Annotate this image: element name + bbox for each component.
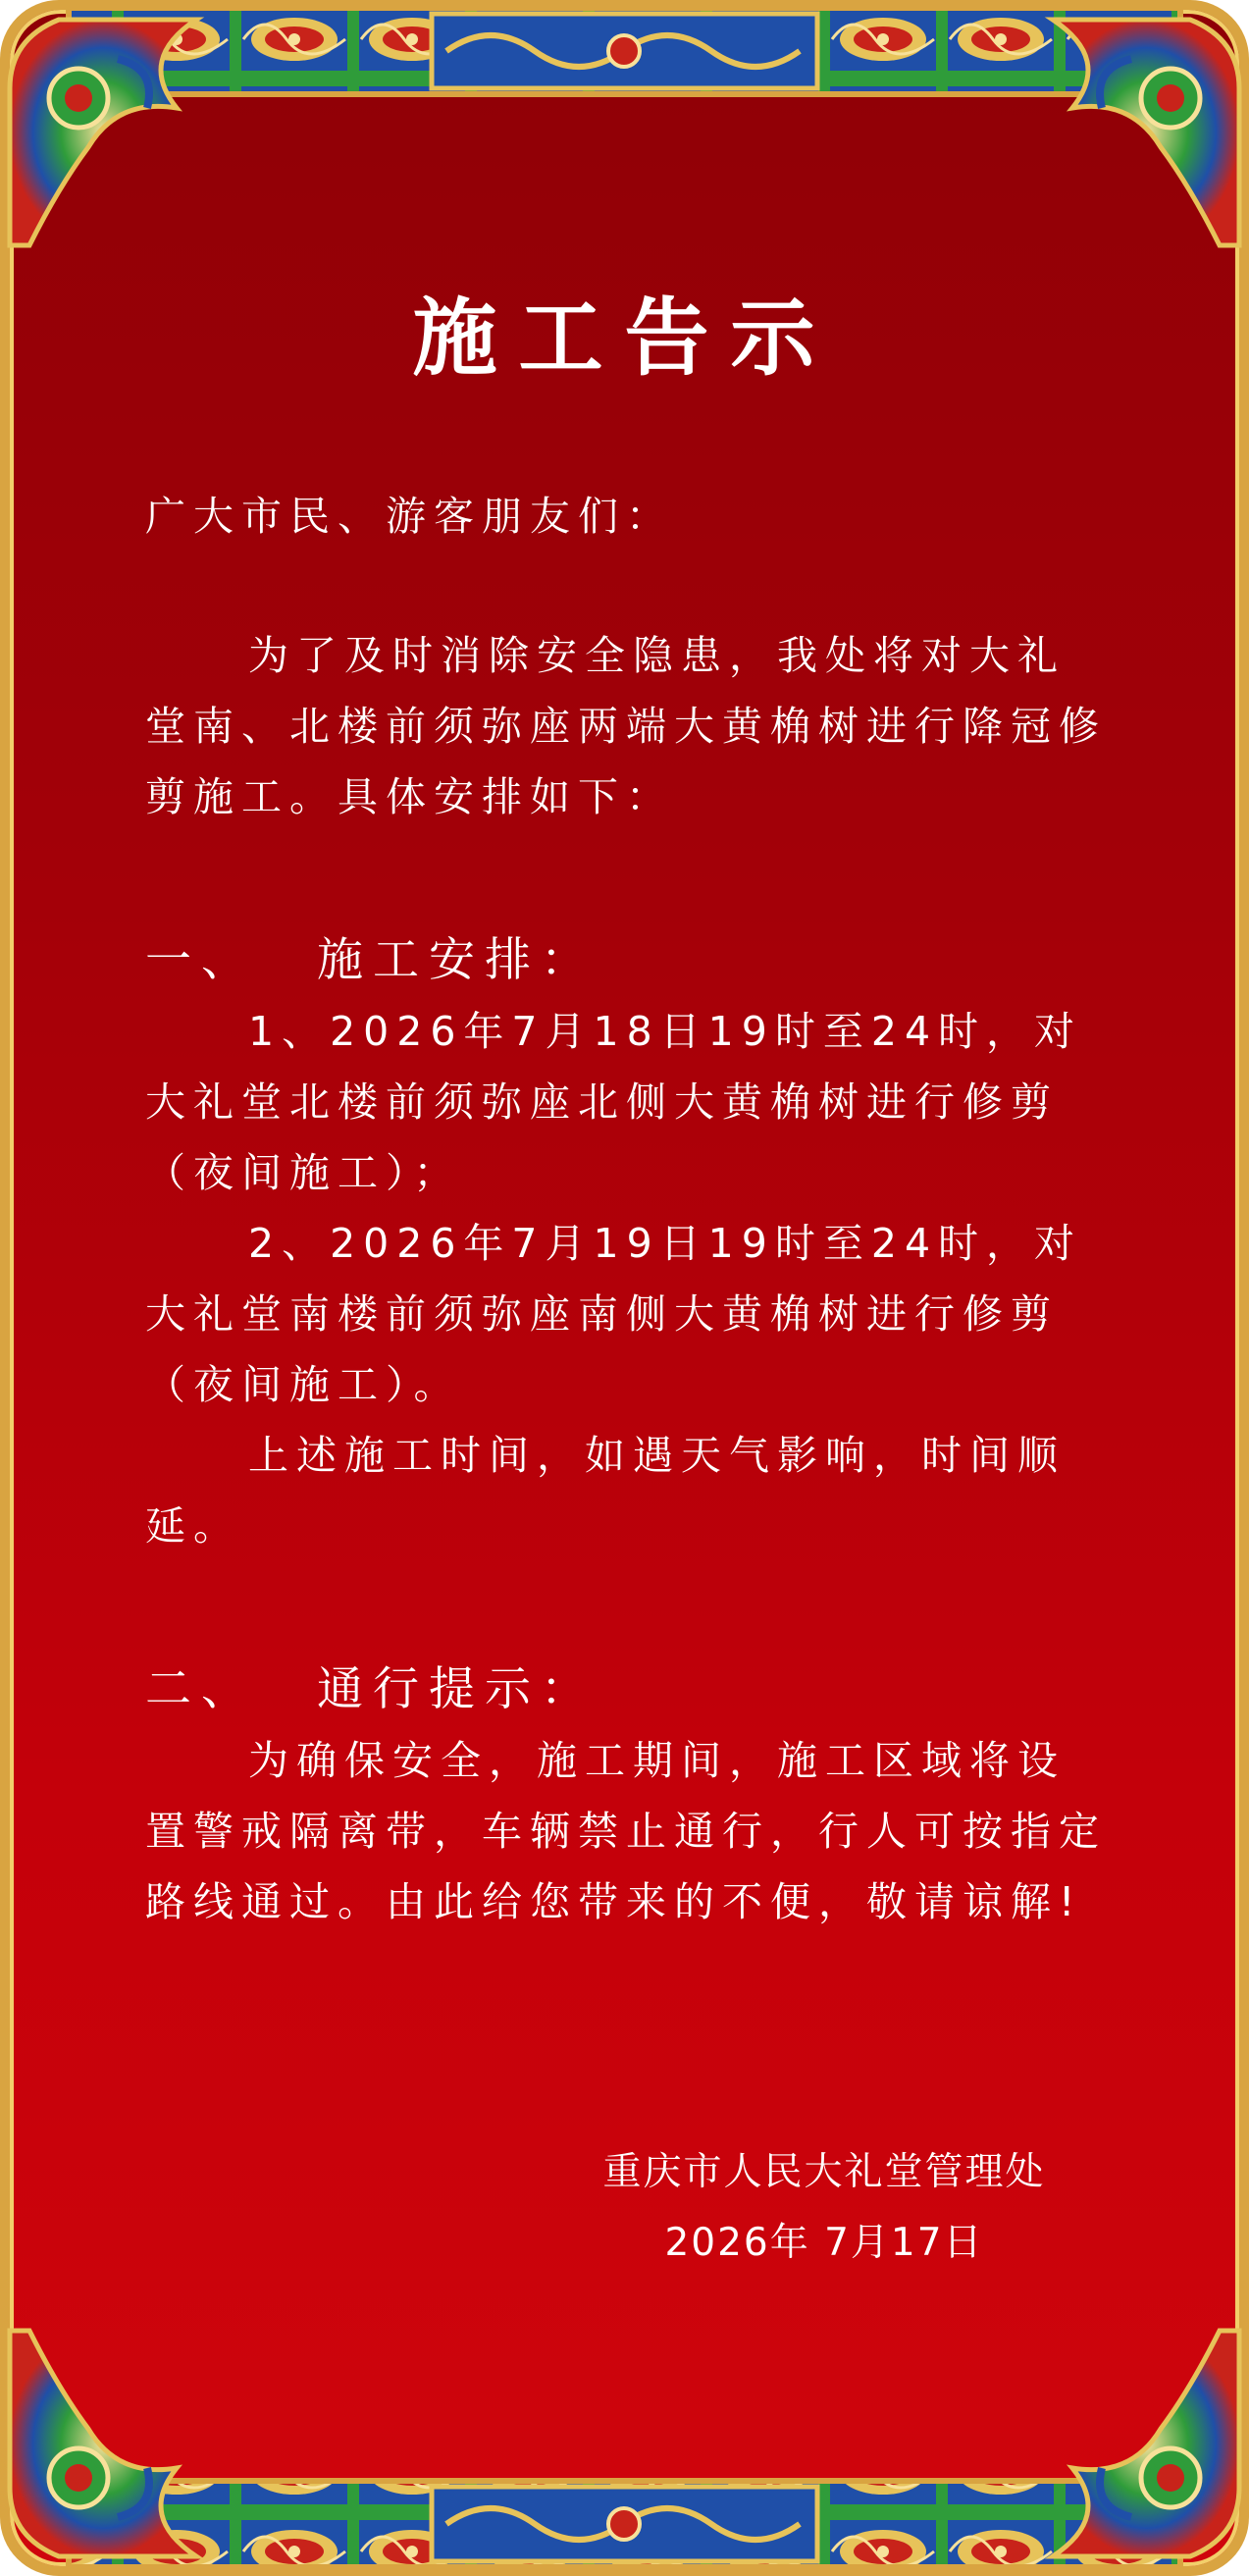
top-ornamental-band: [69, 8, 1180, 94]
section2-text: 为确保安全，施工期间，施工区域将设置警戒隔离带，车辆禁止通行，行人可按指定路线通过。由此给您带来的不便，敬请谅解!: [145, 1737, 1107, 1925]
notice-body: [145, 481, 1107, 1937]
bottom-ornamental-band: [69, 2481, 1180, 2567]
signature-date: 2026年 7月17日: [664, 2221, 984, 2265]
section1-note: 上述施工时间，如遇天气影响，时间顺延。: [145, 1432, 1066, 1550]
signature-block: [549, 2137, 1099, 2279]
section1-item2: 2、2026年7月19日19时至24时，对大礼堂南楼前须弥座南侧大黄桷树进行修剪（夜间施工）。: [145, 1220, 1083, 1408]
section2-number: 二、: [145, 1662, 257, 1716]
section1-number: 一、: [145, 933, 257, 987]
salutation: 广大市民、游客朋友们：: [145, 493, 674, 540]
signature-organization: 重庆市人民大礼堂管理处: [602, 2150, 1046, 2194]
section2-title: 通行提示：: [317, 1662, 597, 1716]
section1-item1: 1、2026年7月18日19时至24时，对大礼堂北楼前须弥座北侧大黄桷树进行修剪（夜间施工）；: [145, 1008, 1083, 1196]
intro-paragraph: 为了及时消除安全隐患，我处将对大礼堂南、北楼前须弥座两端大黄桷树进行降冠修剪施工。具体安排如下：: [145, 632, 1107, 820]
section2-heading: [145, 1655, 1107, 1725]
section1-title: 施工安排：: [317, 933, 597, 987]
section1-heading: [145, 925, 1107, 996]
page-title: 施工告示: [412, 289, 837, 388]
